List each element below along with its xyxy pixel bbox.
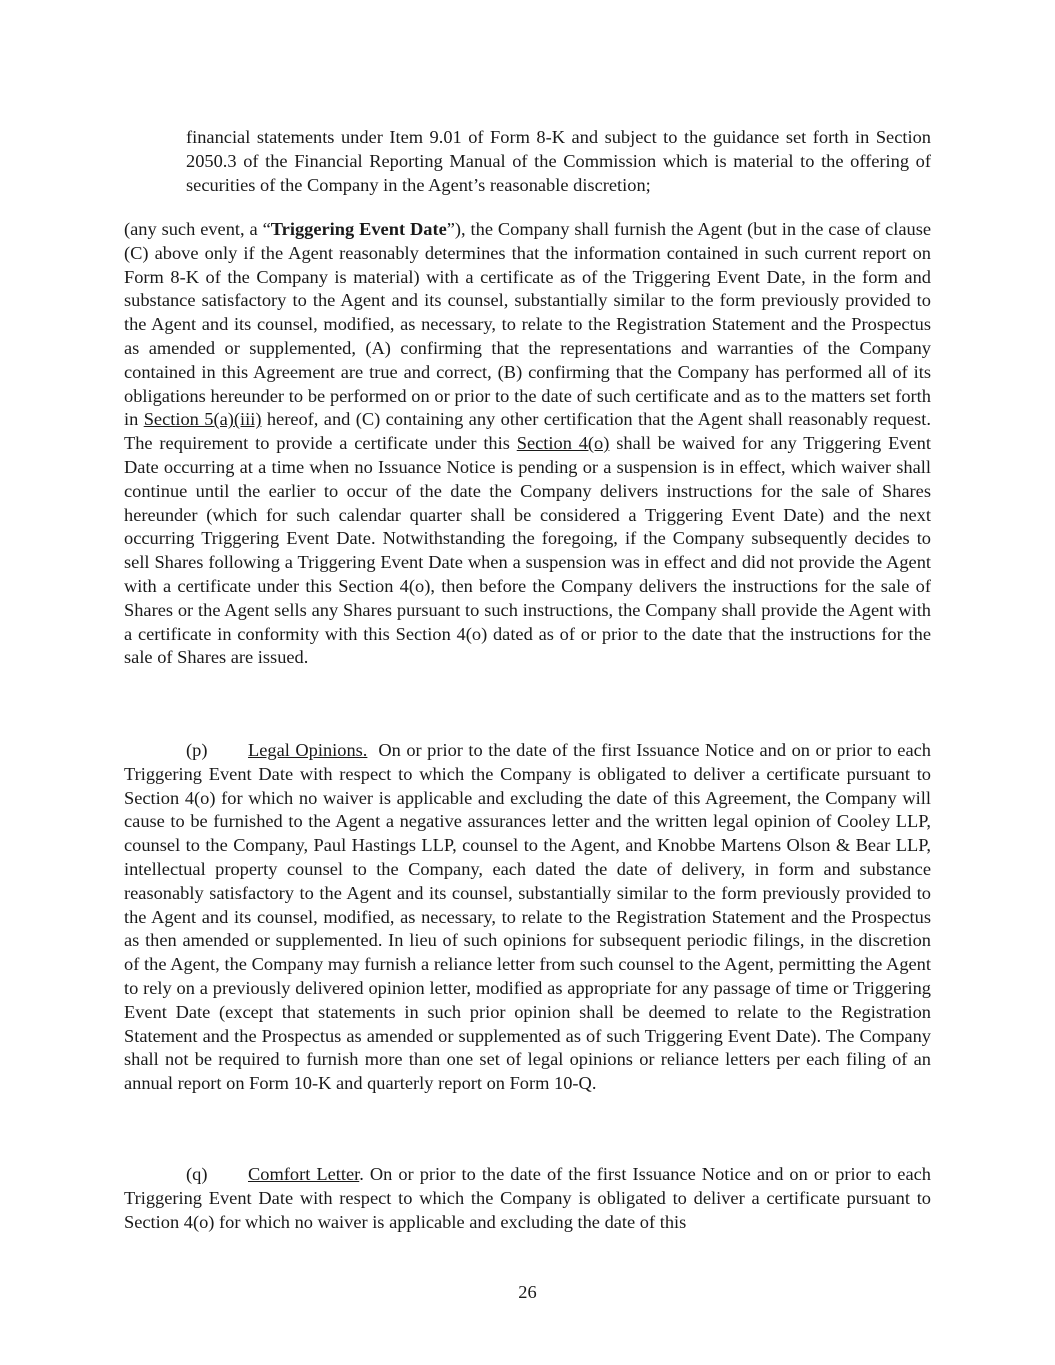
page-number: 26 (518, 1282, 537, 1302)
section-q-heading: Comfort Letter (248, 1164, 360, 1184)
main-lead: (any such event, a “ (124, 219, 271, 239)
section-p-label: (p) (186, 740, 208, 760)
section-reference-5a-iii: Section 5(a)(iii) (143, 409, 262, 430)
defined-term-triggering-event-date: Triggering Event Date (270, 219, 447, 239)
intro-paragraph: financial statements under Item 9.01 of Form 8-K and subject to the guidance set forth in Section 2050.3 of the Financial Reporting Manual of the Commission which is material to the offering of securities of the Company in the Agent’s reasonable discretion; (186, 127, 931, 195)
section-q-paragraph (124, 1163, 931, 1234)
section-p-heading: Legal Opinions. (248, 740, 368, 760)
main-text-part-3: shall be waived for any Triggering Event Date occurring at a time when no Issuance Notice is pending or a suspension is in effect, which waiver shall continue until the earlier to occur of the date the Company delivers instructions for the sale of Shares hereunder (which for such calendar quarter shall be considered a Triggering Event Date) and the next occurring Triggering Event Date. Notwithstanding the foregoing, if the Company subsequently decides to sell Shares following a Triggering Event Date when a suspension was in effect and did not provide the Agent with a certificate under this Section 4(o), then before the Company delivers the instructions for the sale of Shares or the Agent sells any Shares pursuant to such instructions, the Company shall provide the Agent with a certificate in conformity with this Section 4(o) dated as of or prior to the date that the instructions for the sale of Shares are issued. (124, 433, 931, 668)
main-text-part-1: ”), the Company shall furnish the Agent (but in the case of clause (C) above only if the Agent reasonably determines that the information contained in such current report on Form 8-K of the Company is material) with a certificate as of the Triggering Event Date, in the form and substance satisfactory to the Agent and its counsel, substantially similar to the form previously provided to the Agent and its counsel, modified, as necessary, to relate to the Registration Statement and the Prospectus as amended or supplemented, (A) confirming that the representations and warranties of the Company contained in this Agreement are true and correct, (B) confirming that the Company has performed all of its obligations hereunder to be performed on or prior to the date of such certificate and as to the matters set forth in (124, 219, 932, 430)
main-text-part-2: hereof, and (C) containing any other certification that the Agent shall reasonably request. The requirement to provide a certificate under this (124, 409, 932, 454)
main-paragraph (124, 218, 931, 670)
section-p-paragraph (124, 739, 936, 1096)
section-p-text: On or prior to the date of the first Issuance Notice and on or prior to each Triggering Event Date with respect to which the Company is obligated to deliver a certificate pursuant to Section 4(o) for which no waiver is applicable and excluding the date of this Agreement, the Company will cause to be furnished to the Agent a negative assurances letter and the written legal opinion of Cooley LLP, counsel to the Company, Paul Hastings LLP, counsel to the Agent, and Knobbe Martens Olson & Bear LLP, intellectual property counsel to the Company, each dated the date of delivery, in form and substance reasonably satisfactory to the Agent and its counsel, substantially similar to the form previously provided to the Agent and its counsel, modified, as necessary, to relate to the Registration Statement and the Prospectus as then amended or supplemented. In lieu of such opinions for subsequent periodic filings, in the discretion of the Agent, the Company may furnish a reliance letter from such counsel to the Agent, permitting the Agent to rely on a previously delivered opinion letter, modified as appropriate for any passage of time or Triggering Event Date (except that statements in such prior opinion shall be deemed to relate to the Registration Statement and the Prospectus as amended or supplemented as of such Triggering Event Date). The Company shall not be required to furnish more than one set of legal opinions or reliance letters per each filing of an annual report on Form 10-K and quarterly report on Form 10-Q. (124, 740, 936, 1094)
section-q-text: . On or prior to the date of the first Issuance Notice and on or prior to each Triggering Event Date with respect to which the Company is obligated to deliver a certificate pursuant to Section 4(o) for which no waiver is applicable and excluding the date of this (124, 1164, 931, 1232)
section-q-label: (q) (186, 1164, 208, 1184)
section-reference-4o: Section 4(o) (516, 433, 610, 454)
